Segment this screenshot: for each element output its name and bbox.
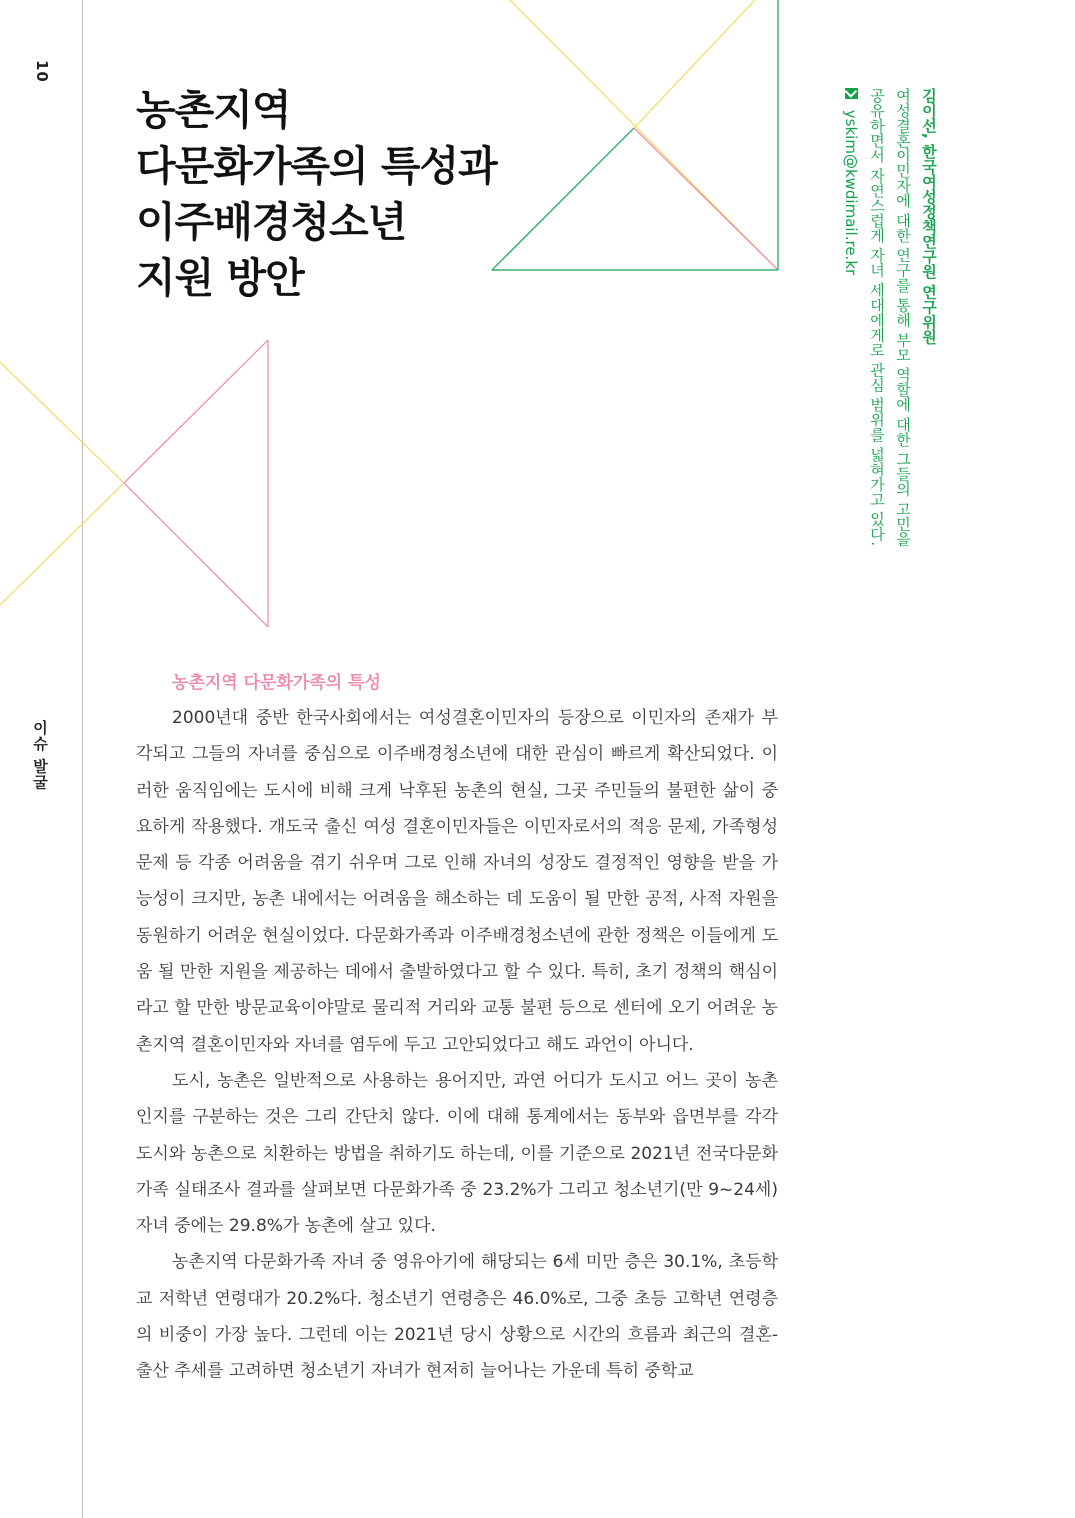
deco-line <box>634 0 755 128</box>
paragraph: 도시, 농촌은 일반적으로 사용하는 용어지만, 과연 어디가 도시고 어느 곳이 농촌인지를 구분하는 것은 그리 간단치 않다. 이에 대해 통계에서는 동부와 읍면부를 각각 도시와 농촌으로 치환하는 방법을 취하기도 하는데, 이를 기준으로 2021년 전국다문화가족 실태조사 결과를 살펴보면 다문화가족 중 23.2%가 그리고 청소년기(만 9~24세) 자녀 중에는 29.8%가 농촌에 살고 있다. <box>136 1070 778 1237</box>
deco-line <box>124 483 268 627</box>
section-label: 이슈 발굴 <box>31 720 49 791</box>
mail-icon <box>845 88 858 99</box>
deco-line <box>0 483 124 605</box>
author-email[interactable]: yskim@kwdimail.re.kr <box>842 109 860 276</box>
title-line: 다문화가족의 특성과 <box>136 142 497 190</box>
section-heading: 농촌지역 다문화가족의 특성 <box>172 673 381 693</box>
author-info <box>838 88 942 548</box>
deco-line <box>124 340 268 483</box>
deco-line <box>0 362 124 483</box>
paragraph: 2000년대 중반 한국사회에서는 여성결혼이민자의 등장으로 이민자의 존재가 부각되고 그들의 자녀를 중심으로 이주배경청소년에 대한 관심이 빠르게 확산되었다. 이러한 움직임에는 도시에 비해 크게 낙후된 농촌의 현실, 그곳 주민들의 불편한 삶이 중요하게 작용했다. 개도국 출신 여성 결혼이민자들은 이민자로서의 적응 문제, 가족형성 문제 등 각종 어려움을 겪기 쉬우며 그로 인해 자녀의 성장도 결정적인 영향을 받을 가능성이 크지만, 농촌 내에서는 어려움을 해소하는 데 도움이 될 만한 공적, 사적 자원을 동원하기 어려운 현실이었다. 다문화가족과 이주배경청소년에 관한 정책은 이들에게 도움 될 만한 지원을 제공하는 데에서 출발하였다고 할 수 있다. 특히, 초기 정책의 핵심이라고 할 만한 방문교육이야말로 물리적 거리와 교통 불편 등으로 센터에 오기 어려운 농촌지역 결혼이민자와 자녀를 염두에 두고 고안되었다고 해도 과언이 아니다. <box>136 708 778 1055</box>
article-title <box>136 82 596 306</box>
page-number: 10 <box>33 60 51 83</box>
body-text <box>136 700 778 1390</box>
title-line: 이주배경청소년 <box>136 198 407 246</box>
author-email-line <box>838 88 864 548</box>
paragraph: 농촌지역 다문화가족 자녀 중 영유아기에 해당되는 6세 미만 층은 30.1%, 초등학교 저학년 연령대가 20.2%다. 청소년기 연령층은 46.0%로, 그중 초등 고학년 연령층의 비중이 가장 높다. 그런데 이는 2021년 당시 상황으로 시간의 흐름과 최근의 결혼-출산 추세를 고려하면 청소년기 자녀가 현저히 늘어나는 가운데 특히 중학교 <box>136 1252 778 1382</box>
title-line: 지원 방안 <box>136 254 304 302</box>
author-description: 여성결혼이민자에 대한 연구를 통해 부모 역할에 대한 그들의 고민을 공유하면서 자연스럽게 자녀 세대에게로 관심 범위를 넓혀가고 있다. <box>868 88 912 547</box>
author-name: 김이선, 한국여성정책연구원 연구위원 <box>920 88 938 345</box>
title-line: 농촌지역 <box>136 86 291 134</box>
deco-line <box>634 128 778 270</box>
